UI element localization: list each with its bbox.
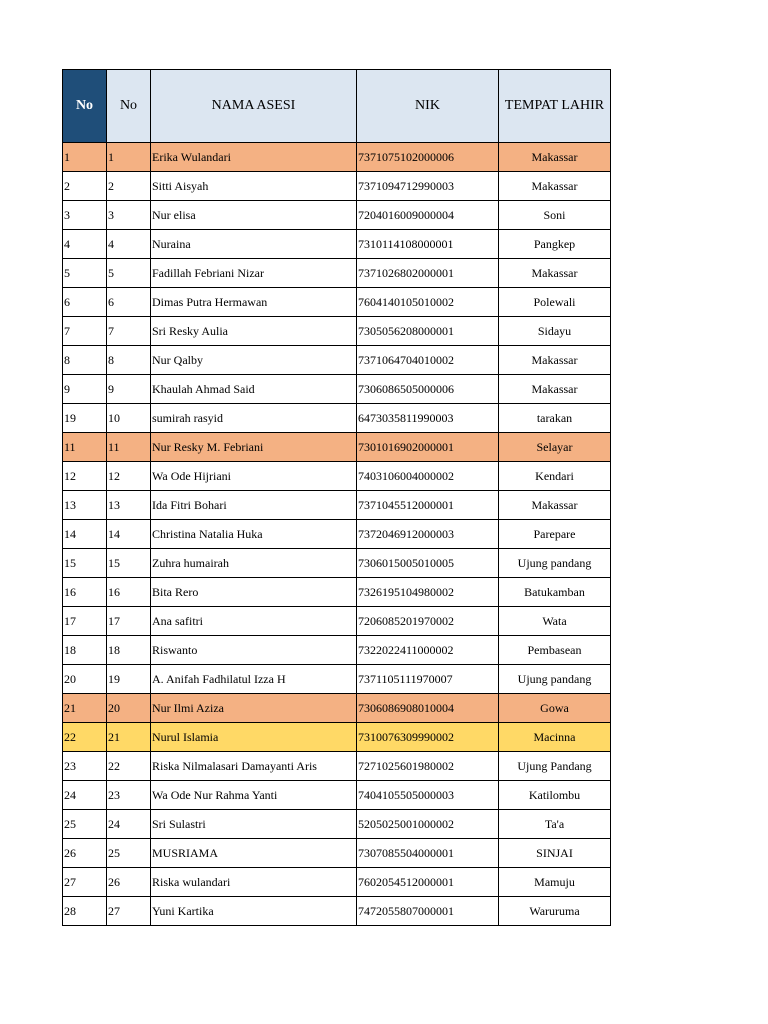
cell-nama-asesi: Nur Ilmi Aziza — [151, 694, 357, 723]
cell-nama-asesi: Nur Resky M. Febriani — [151, 433, 357, 462]
cell-tempat-lahir: Wata — [499, 607, 611, 636]
table-row — [63, 723, 611, 752]
table-row — [63, 520, 611, 549]
participant-table — [62, 69, 611, 926]
cell-nama-asesi: Sri Resky Aulia — [151, 317, 357, 346]
cell-index: 17 — [107, 607, 151, 636]
cell-tempat-lahir: Makassar — [499, 375, 611, 404]
cell-nama-asesi: Zuhra humairah — [151, 549, 357, 578]
cell-index: 22 — [107, 752, 151, 781]
cell-tempat-lahir: tarakan — [499, 404, 611, 433]
cell-nama-asesi: Bita Rero — [151, 578, 357, 607]
cell-tempat-lahir: Makassar — [499, 346, 611, 375]
cell-nik: 7472055807000001 — [357, 897, 499, 926]
cell-index: 6 — [107, 288, 151, 317]
table-row — [63, 346, 611, 375]
table-row — [63, 897, 611, 926]
cell-no: 17 — [63, 607, 107, 636]
cell-index: 3 — [107, 201, 151, 230]
table-row — [63, 752, 611, 781]
cell-nama-asesi: Nuraina — [151, 230, 357, 259]
cell-tempat-lahir: Parepare — [499, 520, 611, 549]
table-row — [63, 433, 611, 462]
cell-nama-asesi: sumirah rasyid — [151, 404, 357, 433]
cell-nik: 7301016902000001 — [357, 433, 499, 462]
table-body — [63, 143, 611, 926]
cell-nik: 7322022411000002 — [357, 636, 499, 665]
cell-no: 23 — [63, 752, 107, 781]
cell-index: 27 — [107, 897, 151, 926]
table-row — [63, 781, 611, 810]
cell-no: 24 — [63, 781, 107, 810]
cell-index: 4 — [107, 230, 151, 259]
cell-no: 15 — [63, 549, 107, 578]
cell-index: 2 — [107, 172, 151, 201]
cell-nama-asesi: Ida Fitri Bohari — [151, 491, 357, 520]
cell-no: 28 — [63, 897, 107, 926]
table-row — [63, 491, 611, 520]
cell-index: 1 — [107, 143, 151, 172]
cell-tempat-lahir: Ta'a — [499, 810, 611, 839]
cell-no: 5 — [63, 259, 107, 288]
cell-index: 15 — [107, 549, 151, 578]
cell-nik: 5205025001000002 — [357, 810, 499, 839]
cell-nik: 7326195104980002 — [357, 578, 499, 607]
cell-index: 23 — [107, 781, 151, 810]
cell-nama-asesi: Nur elisa — [151, 201, 357, 230]
cell-index: 13 — [107, 491, 151, 520]
cell-nik: 7305056208000001 — [357, 317, 499, 346]
table-row — [63, 230, 611, 259]
cell-nik: 7306086908010004 — [357, 694, 499, 723]
cell-nama-asesi: Khaulah Ahmad Said — [151, 375, 357, 404]
cell-nama-asesi: Riska Nilmalasari Damayanti Aris — [151, 752, 357, 781]
cell-index: 10 — [107, 404, 151, 433]
cell-no: 4 — [63, 230, 107, 259]
cell-no: 21 — [63, 694, 107, 723]
cell-tempat-lahir: Mamuju — [499, 868, 611, 897]
cell-no: 19 — [63, 404, 107, 433]
cell-tempat-lahir: SINJAI — [499, 839, 611, 868]
cell-no: 9 — [63, 375, 107, 404]
table-header-row — [63, 70, 611, 143]
cell-nik: 7310076309990002 — [357, 723, 499, 752]
cell-no: 6 — [63, 288, 107, 317]
cell-index: 9 — [107, 375, 151, 404]
cell-nik: 7371026802000001 — [357, 259, 499, 288]
cell-tempat-lahir: Makassar — [499, 259, 611, 288]
cell-nama-asesi: Christina Natalia Huka — [151, 520, 357, 549]
cell-no: 25 — [63, 810, 107, 839]
cell-index: 19 — [107, 665, 151, 694]
header-no-b: No — [107, 70, 151, 143]
cell-nama-asesi: Nur Qalby — [151, 346, 357, 375]
cell-nama-asesi: Erika Wulandari — [151, 143, 357, 172]
cell-tempat-lahir: Makassar — [499, 172, 611, 201]
table-row — [63, 694, 611, 723]
header-nik: NIK — [357, 70, 499, 143]
cell-no: 7 — [63, 317, 107, 346]
cell-nik: 7206085201970002 — [357, 607, 499, 636]
cell-tempat-lahir: Kendari — [499, 462, 611, 491]
cell-index: 18 — [107, 636, 151, 665]
cell-tempat-lahir: Gowa — [499, 694, 611, 723]
cell-nama-asesi: Riska wulandari — [151, 868, 357, 897]
table-row — [63, 578, 611, 607]
header-tempat-lahir: TEMPAT LAHIR — [499, 70, 611, 143]
table-row — [63, 868, 611, 897]
table-row — [63, 288, 611, 317]
cell-nik: 7371094712990003 — [357, 172, 499, 201]
cell-nama-asesi: Wa Ode Nur Rahma Yanti — [151, 781, 357, 810]
cell-nik: 7372046912000003 — [357, 520, 499, 549]
cell-no: 22 — [63, 723, 107, 752]
cell-nik: 7306015005010005 — [357, 549, 499, 578]
table-row — [63, 839, 611, 868]
cell-nik: 7403106004000002 — [357, 462, 499, 491]
table-row — [63, 636, 611, 665]
cell-tempat-lahir: Ujung pandang — [499, 549, 611, 578]
cell-tempat-lahir: Ujung pandang — [499, 665, 611, 694]
cell-index: 7 — [107, 317, 151, 346]
cell-tempat-lahir: Macinna — [499, 723, 611, 752]
cell-nik: 7310114108000001 — [357, 230, 499, 259]
cell-no: 14 — [63, 520, 107, 549]
table-row — [63, 462, 611, 491]
cell-nama-asesi: Wa Ode Hijriani — [151, 462, 357, 491]
cell-index: 24 — [107, 810, 151, 839]
cell-nik: 7271025601980002 — [357, 752, 499, 781]
cell-nama-asesi: Dimas Putra Hermawan — [151, 288, 357, 317]
cell-index: 25 — [107, 839, 151, 868]
cell-index: 12 — [107, 462, 151, 491]
cell-no: 13 — [63, 491, 107, 520]
cell-no: 27 — [63, 868, 107, 897]
table-row — [63, 665, 611, 694]
cell-no: 20 — [63, 665, 107, 694]
cell-no: 1 — [63, 143, 107, 172]
cell-no: 26 — [63, 839, 107, 868]
table-row — [63, 259, 611, 288]
header-no-a: No — [63, 70, 107, 143]
cell-no: 8 — [63, 346, 107, 375]
table-row — [63, 404, 611, 433]
cell-index: 5 — [107, 259, 151, 288]
cell-nama-asesi: A. Anifah Fadhilatul Izza H — [151, 665, 357, 694]
cell-no: 2 — [63, 172, 107, 201]
cell-tempat-lahir: Makassar — [499, 491, 611, 520]
cell-nik: 7307085504000001 — [357, 839, 499, 868]
cell-nama-asesi: Nurul Islamia — [151, 723, 357, 752]
table-row — [63, 201, 611, 230]
cell-nik: 7371105111970007 — [357, 665, 499, 694]
cell-nik: 7204016009000004 — [357, 201, 499, 230]
cell-tempat-lahir: Waruruma — [499, 897, 611, 926]
header-nama-asesi: NAMA ASESI — [151, 70, 357, 143]
cell-no: 3 — [63, 201, 107, 230]
table-row — [63, 810, 611, 839]
cell-nik: 7306086505000006 — [357, 375, 499, 404]
cell-nik: 7404105505000003 — [357, 781, 499, 810]
cell-index: 11 — [107, 433, 151, 462]
cell-no: 11 — [63, 433, 107, 462]
cell-nik: 7604140105010002 — [357, 288, 499, 317]
cell-no: 16 — [63, 578, 107, 607]
table-row — [63, 549, 611, 578]
cell-nama-asesi: Riswanto — [151, 636, 357, 665]
cell-tempat-lahir: Pangkep — [499, 230, 611, 259]
cell-tempat-lahir: Ujung Pandang — [499, 752, 611, 781]
cell-no: 12 — [63, 462, 107, 491]
table-row — [63, 172, 611, 201]
cell-nama-asesi: Sri Sulastri — [151, 810, 357, 839]
table-row — [63, 607, 611, 636]
cell-nik: 6473035811990003 — [357, 404, 499, 433]
cell-tempat-lahir: Batukamban — [499, 578, 611, 607]
cell-index: 26 — [107, 868, 151, 897]
cell-nama-asesi: MUSRIAMA — [151, 839, 357, 868]
cell-index: 14 — [107, 520, 151, 549]
cell-nik: 7371075102000006 — [357, 143, 499, 172]
cell-index: 16 — [107, 578, 151, 607]
cell-tempat-lahir: Katilombu — [499, 781, 611, 810]
cell-nik: 7371045512000001 — [357, 491, 499, 520]
cell-nama-asesi: Fadillah Febriani Nizar — [151, 259, 357, 288]
cell-nik: 7602054512000001 — [357, 868, 499, 897]
cell-tempat-lahir: Polewali — [499, 288, 611, 317]
cell-tempat-lahir: Soni — [499, 201, 611, 230]
table-row — [63, 317, 611, 346]
cell-index: 8 — [107, 346, 151, 375]
table-row — [63, 375, 611, 404]
cell-nama-asesi: Sitti Aisyah — [151, 172, 357, 201]
cell-tempat-lahir: Selayar — [499, 433, 611, 462]
cell-index: 21 — [107, 723, 151, 752]
cell-nik: 7371064704010002 — [357, 346, 499, 375]
cell-tempat-lahir: Pembasean — [499, 636, 611, 665]
cell-no: 18 — [63, 636, 107, 665]
cell-nama-asesi: Yuni Kartika — [151, 897, 357, 926]
cell-tempat-lahir: Sidayu — [499, 317, 611, 346]
cell-nama-asesi: Ana safitri — [151, 607, 357, 636]
cell-tempat-lahir: Makassar — [499, 143, 611, 172]
table-row — [63, 143, 611, 172]
cell-index: 20 — [107, 694, 151, 723]
